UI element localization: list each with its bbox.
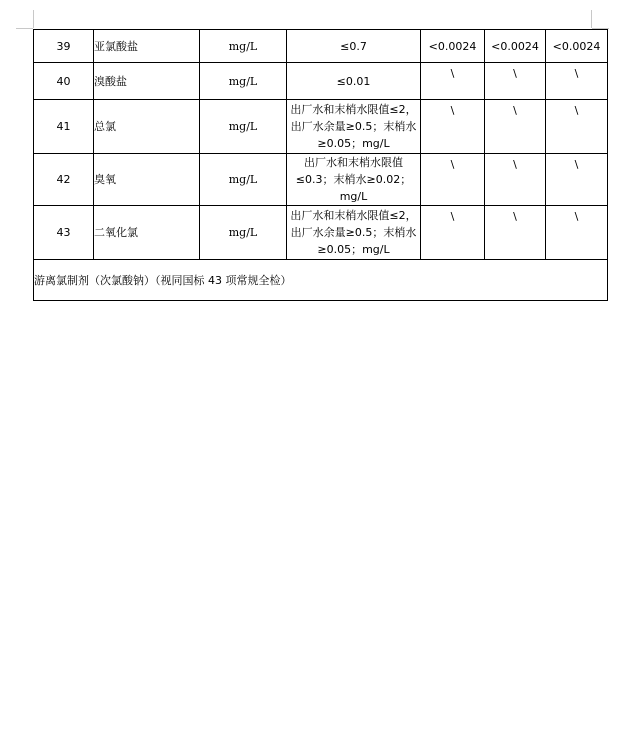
result-value-2: \ [485, 100, 546, 154]
item-number: 40 [34, 63, 94, 100]
item-name: 溴酸盐 [94, 63, 200, 100]
item-number: 41 [34, 100, 94, 154]
item-limit: 出厂水和末梢水限值≤2，出厂水余量≥0.5；末梢水≥0.05；mg/L [287, 100, 421, 154]
result-value-1: \ [421, 100, 485, 154]
result-value-1: \ [421, 206, 485, 260]
result-value-2: <0.0024 [485, 30, 546, 63]
item-number: 42 [34, 154, 94, 206]
item-unit: mg/L [200, 206, 287, 260]
item-unit: mg/L [200, 63, 287, 100]
result-value-1: \ [421, 63, 485, 100]
table-row [34, 100, 608, 154]
item-unit: mg/L [200, 30, 287, 63]
table-row [34, 63, 608, 100]
table-row [34, 154, 608, 206]
result-value-3: <0.0024 [546, 30, 608, 63]
item-number: 39 [34, 30, 94, 63]
water-quality-table [33, 29, 608, 301]
item-unit: mg/L [200, 100, 287, 154]
result-value-3: \ [546, 63, 608, 100]
result-value-1: <0.0024 [421, 30, 485, 63]
table-row [34, 30, 608, 63]
result-value-3: \ [546, 100, 608, 154]
item-name: 总氯 [94, 100, 200, 154]
item-number: 43 [34, 206, 94, 260]
result-value-3: \ [546, 154, 608, 206]
result-value-2: \ [485, 154, 546, 206]
item-limit: 出厂水和末梢水限值≤2，出厂水余量≥0.5；末梢水≥0.05；mg/L [287, 206, 421, 260]
table-note: 游离氯制剂（次氯酸钠）（视同国标 43 项常规全检） [34, 260, 608, 301]
item-unit: mg/L [200, 154, 287, 206]
result-value-2: \ [485, 206, 546, 260]
table-note-row [34, 260, 608, 301]
margin-mark-top-left [33, 10, 34, 28]
item-limit: ≤0.7 [287, 30, 421, 63]
item-name: 亚氯酸盐 [94, 30, 200, 63]
margin-mark-top-left-h [16, 28, 33, 29]
result-value-2: \ [485, 63, 546, 100]
item-limit: ≤0.01 [287, 63, 421, 100]
result-value-1: \ [421, 154, 485, 206]
margin-mark-top-right [591, 10, 592, 28]
table-row [34, 206, 608, 260]
item-name: 臭氧 [94, 154, 200, 206]
item-name: 二氧化氯 [94, 206, 200, 260]
result-value-3: \ [546, 206, 608, 260]
item-limit: 出厂水和末梢水限值≤0.3；末梢水≥0.02；mg/L [287, 154, 421, 206]
